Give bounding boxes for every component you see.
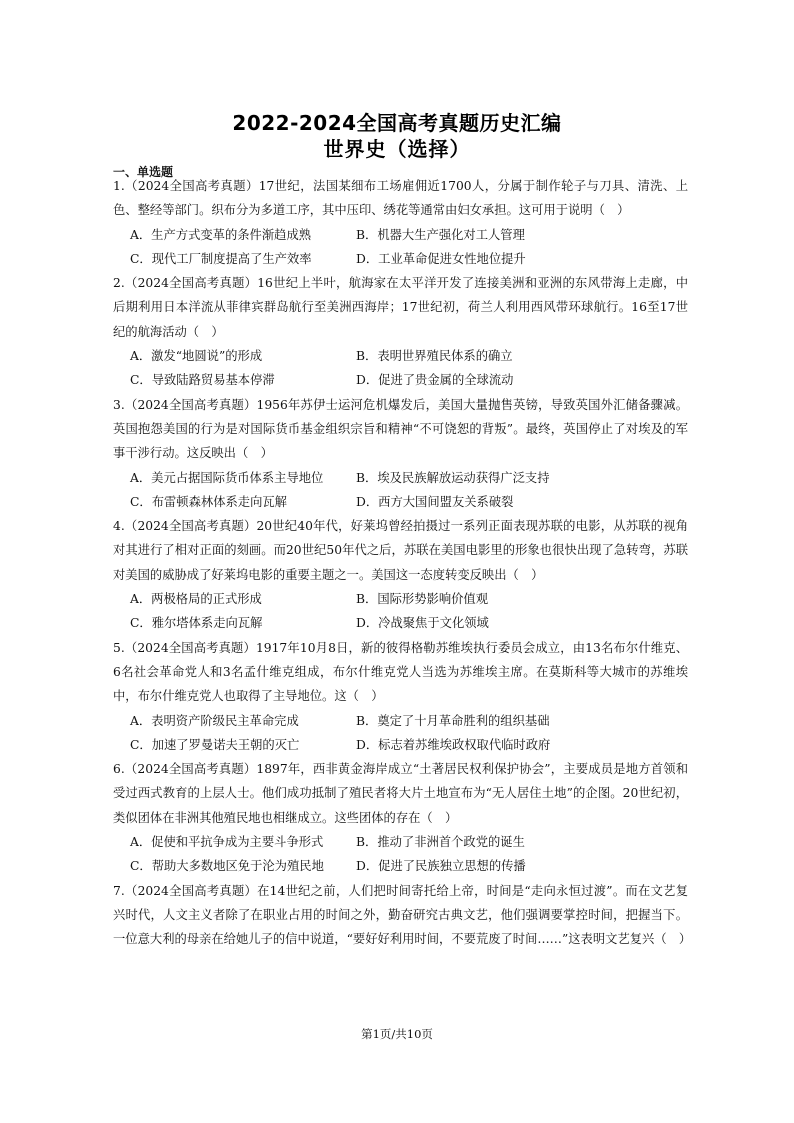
option-d: D．工业革命促进女性地位提升 [356,251,526,266]
option-c: C．导致陆路贸易基本停滞 [130,373,275,388]
question-options [113,830,688,879]
option-d: D．标志着苏维埃政权取代临时政府 [356,737,551,752]
page-number: 第1页/共10页 [361,1027,433,1041]
option-a: A．激发“地圆说”的形成 [130,349,263,364]
question-list [113,174,692,952]
option-a: A．两极格局的正式形成 [130,592,262,607]
option-b: B．奠定了十月革命胜利的组织基础 [356,713,550,728]
option-c: C．加速了罗曼诺夫王朝的灭亡 [130,737,300,752]
question-3 [113,393,688,514]
question-stem: 6.（2024全国高考真题）1897年，西非黄金海岸成立“土著居民权利保护协会”，主要成员是地方首领和受过西式教育的上层人士。他们成功抵制了殖民者将大片土地宣布为“无人居住土地”的企图。20世纪初，类似团体在非洲其他殖民地也相继成立。这些团体的存在（ ） [113,762,688,825]
question-1 [113,174,688,271]
option-c: C．布雷顿森林体系走向瓦解 [130,494,287,509]
question-options [113,709,688,758]
question-7 [113,879,692,952]
question-stem: 7.（2024全国高考真题）在14世纪之前，人们把时间寄托给上帝，时间是“走向永恒过渡”。而在文艺复兴时代，人文主义者除了在职业占用的时间之外，勤奋研究古典文艺，他们强调要掌控时间，把握当下。一位意大利的母亲在给她儿子的信中说道，“要好好利用时间，不要荒废了时间……”这表明文艺复兴（ ） [113,883,692,947]
option-c: C．帮助大多数地区免于沦为殖民地 [130,859,324,874]
option-b: B．推动了非洲首个政党的诞生 [356,835,525,850]
question-4 [113,514,688,635]
question-stem: 1.（2024全国高考真题）17世纪，法国某细布工场雇佣近1700人，分属于制作轮子与刀具、清洗、上色、整经等部门。织布分为多道工序，其中压印、绣花等通常由妇女承担。这可用于说明（ ） [113,179,688,218]
option-b: B．埃及民族解放运动获得广泛支持 [356,470,550,485]
question-2 [113,271,688,392]
option-d: D．冷战聚焦于文化领域 [356,616,489,631]
question-stem: 4.（2024全国高考真题）20世纪40年代，好莱坞曾经拍摄过一系列正面表现苏联的电影，从苏联的视角对其进行了相对正面的刻画。而20世纪50年代之后，苏联在美国电影里的形象也很快出现了急转弯，苏联对美国的威胁成了好莱坞电影的重要主题之一。美国这一态度转变反映出（ ） [113,519,688,582]
option-b: B．机器大生产强化对工人管理 [356,227,525,242]
option-a: A．促使和平抗争成为主要斗争形式 [130,835,324,850]
option-c: C．现代工厂制度提高了生产效率 [130,251,312,266]
document-subtitle: 世界史（选择） [323,137,471,161]
option-a: A．生产方式变革的条件渐趋成熟 [130,227,312,242]
question-stem: 5.（2024全国高考真题）1917年10月8日，新的彼得格勒苏维埃执行委员会成立，由13名布尔什维克、6名社会革命党人和3名孟什维克组成，布尔什维克党人当选为苏维埃主席。在莫斯科等大城市的苏维埃中，布尔什维克党人也取得了主导地位。这（ ） [113,640,688,704]
option-b: B．国际形势影响价值观 [356,592,489,607]
document-title: 2022-2024全国高考真题历史汇编 [232,111,562,135]
question-options [113,466,688,515]
question-stem: 2.（2024全国高考真题）16世纪上半叶，航海家在太平洋开发了连接美洲和亚洲的东风带海上走廊，中后期利用日本洋流从菲律宾群岛航行至美洲西海岸；17世纪初，荷兰人利用西风带环球航行。16至17世纪的航海活动（ ） [113,276,688,339]
section-heading: 一、单选题 [113,165,174,179]
question-options [113,587,688,636]
option-d: D．促进了民族独立思想的传播 [356,859,526,874]
question-options [113,344,688,393]
option-a: A．美元占据国际货币体系主导地位 [130,470,324,485]
option-d: D．促进了贵金属的全球流动 [356,373,514,388]
question-6 [113,757,688,878]
option-c: C．雅尔塔体系走向瓦解 [130,616,263,631]
option-b: B．表明世界殖民体系的确立 [356,349,513,364]
question-options [113,223,688,272]
option-d: D．西方大国间盟友关系破裂 [356,494,514,509]
question-stem: 3.（2024全国高考真题）1956年苏伊士运河危机爆发后，美国大量抛售英镑，导致英国外汇储备骤减。英国抱怨美国的行为是对国际货币基金组织宗旨和精神“不可饶恕的背叛”。最终，英国停止了对埃及的军事干涉行动。这反映出（ ） [113,397,688,461]
question-5 [113,636,688,757]
option-a: A．表明资产阶级民主革命完成 [130,713,299,728]
